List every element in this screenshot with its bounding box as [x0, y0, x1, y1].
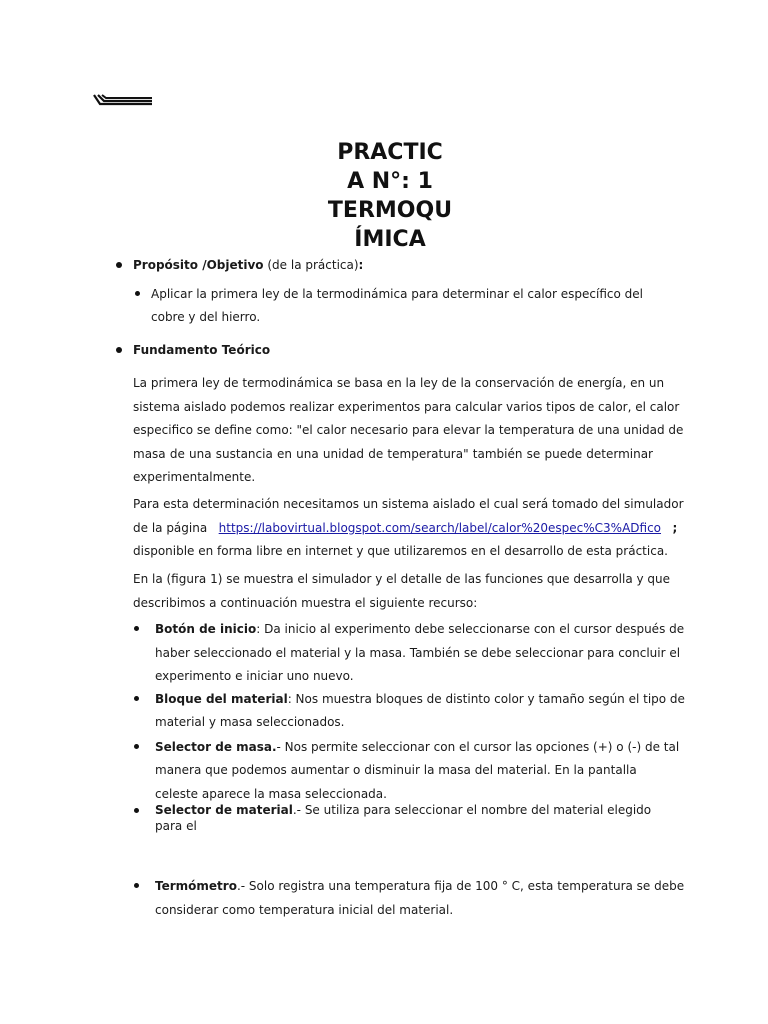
sub-bullet-icon — [135, 291, 140, 296]
proposito-item-line: Aplicar la primera ley de la termodinámica para determinar el calor específico del — [151, 287, 643, 301]
bullet-icon — [134, 626, 139, 631]
item-label: Botón de inicio — [155, 622, 257, 636]
list-item — [155, 878, 684, 894]
proposito-item-line: cobre y del hierro. — [151, 310, 261, 324]
bullet-icon — [116, 262, 122, 268]
title-line: TERMOQU — [327, 198, 453, 223]
item-text-line: celeste aparece la masa seleccionada. — [155, 787, 387, 801]
paragraph-line: La primera ley de termodinámica se basa en la ley de la conservación de energía, en un — [133, 376, 665, 390]
fundamento-heading: Fundamento Teórico — [133, 343, 271, 357]
item-text: .- Solo registra una temperatura fija de 100 ° C, esta temperatura se debe — [236, 879, 685, 893]
item-text: : Nos muestra bloques de distinto color y tamaño según el tipo de — [287, 692, 685, 706]
title-line: PRACTIC — [337, 140, 443, 165]
item-text-line: haber seleccionado el material y la masa. También se debe seleccionar para concluir el — [155, 646, 681, 660]
list-item — [155, 691, 685, 707]
bullet-icon — [134, 696, 139, 701]
paragraph-line: sistema aislado podemos realizar experimentos para calcular varios tipos de calor, el calor — [133, 400, 680, 414]
item-label: Selector de masa. — [155, 740, 277, 754]
item-text-line: para el — [155, 819, 197, 833]
paragraph-text: de la página — [133, 521, 208, 535]
paragraph-line: especifico se define como: "el calor necesario para elevar la temperatura de una unidad de — [133, 423, 684, 437]
item-label: Bloque del material — [155, 692, 288, 706]
list-item — [155, 621, 684, 637]
item-text-line: experimento e iniciar uno nuevo. — [155, 669, 354, 683]
paragraph-line: masa de una sustancia en una unidad de temperatura" también se puede determinar — [133, 447, 653, 461]
paragraph-text: ; — [672, 521, 678, 535]
paragraph-line: experimentalmente. — [133, 470, 256, 484]
title-line: ÍMICA — [354, 227, 426, 252]
paragraph-line: describimos a continuación muestra el siguiente recurso: — [133, 596, 478, 610]
decorative-lines-icon — [92, 92, 154, 108]
item-text: - Nos permite seleccionar con el cursor las opciones (+) o (-) de tal — [276, 740, 680, 754]
title-line: A N°: 1 — [347, 169, 433, 194]
proposito-label: Propósito /Objetivo — [133, 258, 264, 272]
proposito-heading — [133, 257, 363, 273]
item-label: Selector de material — [155, 803, 293, 817]
page-title — [300, 138, 480, 254]
bullet-icon — [134, 808, 139, 813]
simulator-link[interactable]: https://labovirtual.blogspot.com/search/label/calor%20espec%C3%ADfico — [218, 521, 662, 535]
item-text: .- Se utiliza para seleccionar el nombre del material elegido — [292, 803, 652, 817]
paragraph-line: En la (figura 1) se muestra el simulador y el detalle de las funciones que desarrolla y que — [133, 572, 671, 586]
list-item — [155, 739, 679, 755]
bullet-icon — [134, 744, 139, 749]
bullet-icon — [116, 347, 122, 353]
proposito-colon: : — [358, 258, 364, 272]
item-text-line: material y masa seleccionados. — [155, 715, 345, 729]
item-label: Termómetro — [155, 879, 237, 893]
paragraph-line: Para esta determinación necesitamos un sistema aislado el cual será tomado del simulador — [133, 497, 684, 511]
bullet-icon — [134, 883, 139, 888]
item-text-line: manera que podemos aumentar o disminuir la masa del material. En la pantalla — [155, 763, 637, 777]
item-text: : Da inicio al experimento debe seleccionarse con el cursor después de — [256, 622, 685, 636]
item-text-line: considerar como temperatura inicial del material. — [155, 903, 454, 917]
paragraph-line — [133, 520, 677, 536]
proposito-label-note: (de la práctica) — [263, 258, 359, 272]
paragraph-line: disponible en forma libre en internet y que utilizaremos en el desarrollo de esta práctica. — [133, 544, 668, 558]
list-item — [155, 802, 651, 818]
